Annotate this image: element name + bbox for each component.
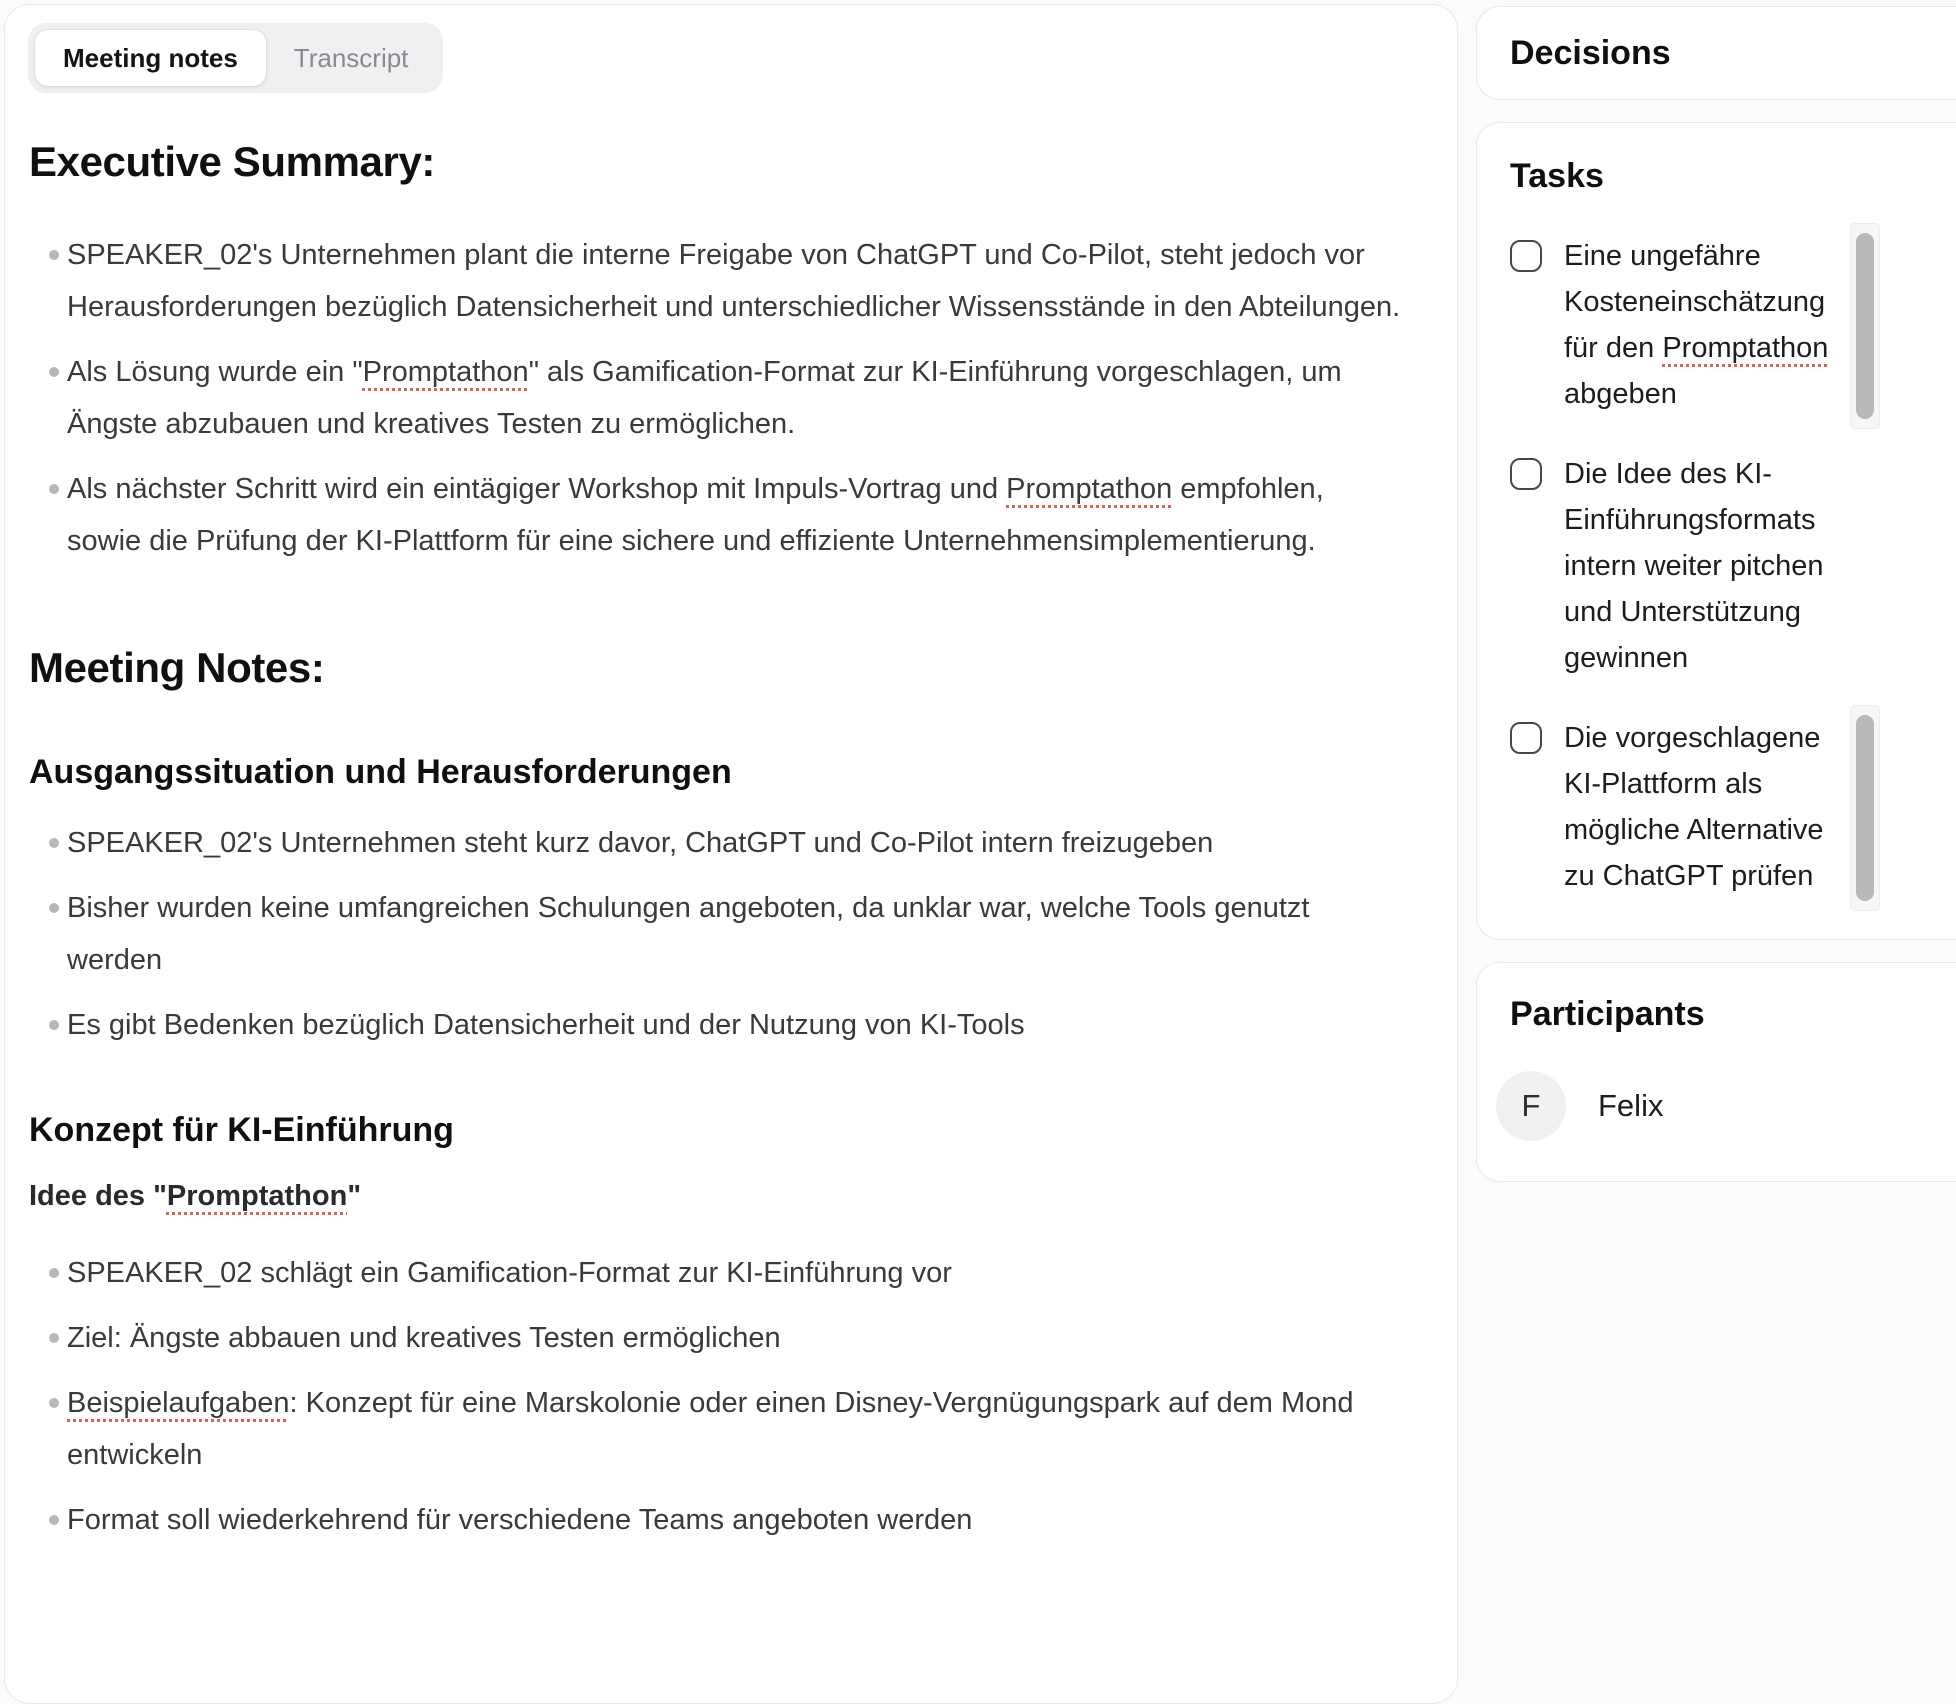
bullet-item [25,882,1401,986]
text-segment: Ziel: Ängste abbauen und kreatives Testen ermöglichen [67,1322,781,1354]
task-text [1564,451,1852,681]
task-item [1510,711,1956,899]
misspelled-word: Promptathon [1006,473,1173,505]
text-segment: Executive Summary: [29,138,435,185]
section-heading [29,643,1401,693]
text-segment: Meeting Notes: [29,644,325,691]
section-heading [29,751,1401,793]
misspelled-word: Promptathon [1662,332,1829,364]
bullet-item [25,346,1401,450]
participant-name: Felix [1598,1088,1664,1123]
task-checkbox[interactable] [1510,240,1542,272]
scrollbar-thumb[interactable] [1856,715,1874,901]
task-checkbox[interactable] [1510,722,1542,754]
task-list [1510,229,1956,899]
bullet-item [25,1247,1401,1299]
text-segment: Als nächster Schritt wird ein eintägiger Workshop mit Impuls-Vortrag und [67,473,1007,505]
text-segment: Es gibt Bedenken bezüglich Datensicherheit und der Nutzung von KI-Tools [67,1009,1025,1041]
text-segment: abgeben [1564,378,1677,410]
task-checkbox[interactable] [1510,458,1542,490]
task-item [1510,229,1956,417]
text-segment: Die Idee des KI-Einführungsformats intern weiter pitchen und Unterstützung gewinnen [1564,458,1824,674]
tab-meeting-notes[interactable]: Meeting notes [35,30,266,86]
bullet-list [25,817,1401,1051]
text-segment: Als Lösung wurde ein " [67,356,363,388]
bullet-item [25,229,1401,333]
meeting-notes-panel [4,4,1458,1704]
text-segment: : Konzept für eine Marskolonie oder einen Disney-Vergnügungspark auf dem Mond entwickeln [67,1387,1354,1471]
text-segment: Ausgangssituation und Herausforderungen [29,753,732,791]
sidebar [1476,6,1956,1182]
bullet-item [25,999,1401,1051]
section-heading [29,1109,1401,1151]
tab-transcript[interactable]: Transcript [266,30,437,86]
text-segment: Idee des " [29,1180,167,1212]
task-item [1510,447,1956,681]
participant-list [1510,1071,1956,1141]
text-segment: SPEAKER_02's Unternehmen steht kurz davor, ChatGPT und Co-Pilot intern freizugeben [67,827,1214,859]
text-segment: empfohlen, sowie die Prüfung der KI-Plattform für eine sichere und effiziente Unternehmensimplementierung. [67,473,1324,557]
bullet-item [25,1377,1401,1481]
text-segment: Eine ungefähre Kosteneinschätzung für den [1564,240,1826,364]
text-segment: " als Gamification-Format zur KI-Einführung vorgeschlagen, um Ängste abzubauen und kreatives Testen zu ermöglichen. [67,356,1342,440]
decisions-card [1476,6,1956,100]
text-segment: Die vorgeschlagene KI-Plattform als mögliche Alternative zu ChatGPT prüfen [1564,722,1824,892]
misspelled-word: Promptathon [362,356,529,388]
bullet-list [25,1247,1401,1546]
section-heading [29,1177,1401,1215]
participants-card [1476,962,1956,1182]
tasks-card [1476,122,1956,940]
scrollbar-thumb[interactable] [1856,233,1874,419]
tab-group [28,23,443,93]
decisions-title: Decisions [1510,34,1671,72]
task-text [1564,233,1852,417]
participant-row [1496,1071,1956,1141]
section-heading [29,137,1401,187]
text-segment: SPEAKER_02 schlägt ein Gamification-Format zur KI-Einführung vor [67,1257,952,1289]
task-scrollbar[interactable] [1850,705,1880,911]
text-segment: SPEAKER_02's Unternehmen plant die interne Freigabe von ChatGPT und Co-Pilot, steht jedoch vor Herausforderungen bezüglich Datensicherheit und unterschiedlicher Wissensstände in den Abteilungen. [67,239,1401,323]
participants-title: Participants [1510,995,1705,1033]
avatar: F [1496,1071,1566,1141]
misspelled-word: Promptathon [166,1180,348,1212]
text-segment: " [347,1180,362,1212]
bullet-list [25,229,1401,567]
bullet-item [25,1494,1401,1546]
text-segment: Konzept für KI-Einführung [29,1111,454,1149]
text-segment: Bisher wurden keine umfangreichen Schulungen angeboten, da unklar war, welche Tools genutzt werden [67,892,1310,976]
task-scrollbar[interactable] [1850,223,1880,429]
task-text [1564,715,1852,899]
bullet-item [25,817,1401,869]
text-segment: Format soll wiederkehrend für verschiedene Teams angeboten werden [67,1504,973,1536]
bullet-item [25,1312,1401,1364]
document [25,137,1401,1546]
tasks-title: Tasks [1510,157,1604,195]
misspelled-word: Beispielaufgaben [67,1387,290,1419]
bullet-item [25,463,1401,567]
